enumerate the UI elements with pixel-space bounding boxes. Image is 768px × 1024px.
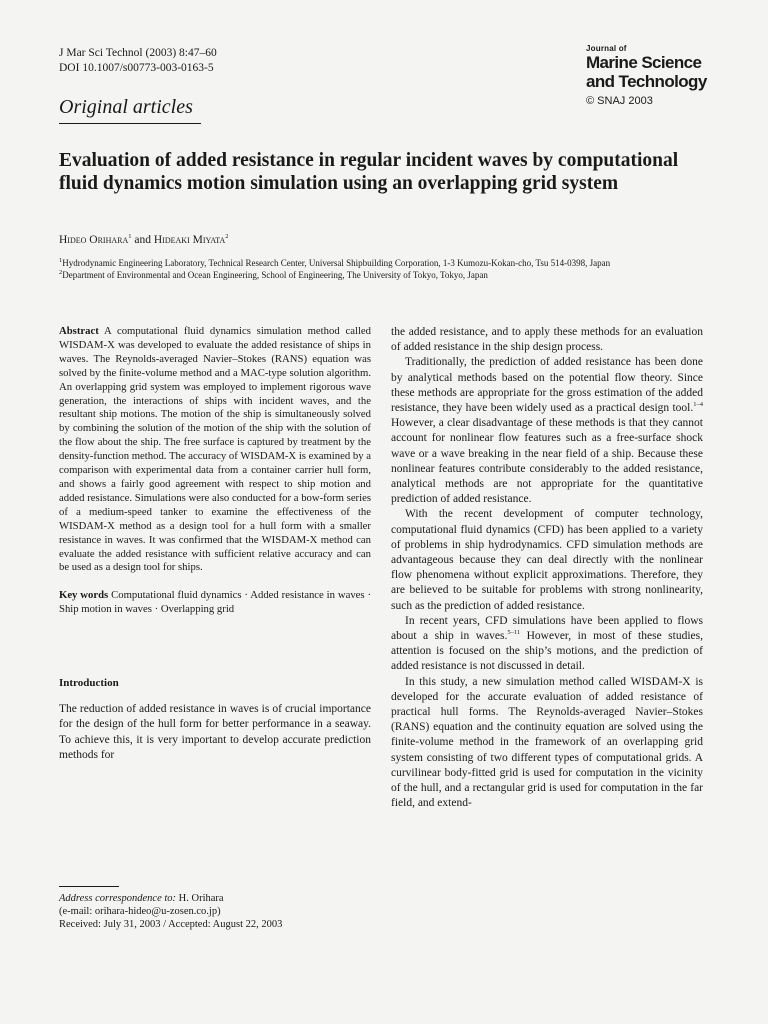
section-heading: Original articles [59, 96, 201, 124]
journal-logo [586, 44, 707, 108]
journal-of-label: Journal of [586, 44, 627, 53]
copyright-notice: © SNAJ 2003 [586, 95, 653, 107]
body-paragraph [391, 614, 703, 675]
affiliations [59, 258, 709, 281]
author-list [59, 234, 229, 246]
abstract-label: Abstract [59, 325, 99, 337]
journal-name-line1: Marine Science [586, 53, 702, 72]
paragraph-text: In recent years, CFD simulations have been applied to flows about a ship in waves. [391, 614, 703, 643]
paragraph-text: However, a clear disadvantage of these methods is that they cannot account for nonlinear flow features such as a free-surface shock wave or a wave breaking in the near field of a ship. Because these nonlinear features contribute considerably to the added resistance, analytical methods are not appropriate for the quantitative prediction of added resistance. [391, 417, 703, 506]
author-affiliation-mark: 1 [128, 233, 132, 241]
affiliation-text: Department of Environmental and Ocean Engineering, School of Engineering, The University of Tokyo, Tokyo, Japan [62, 269, 488, 280]
paragraph-text: Traditionally, the prediction of added resistance has been done by analytical methods based on the potential flow theory. Since these methods are appropriate for the gross estimation of the added resistance, they have been widely used as a practical design tool. [391, 356, 703, 415]
received-accepted-dates: Received: July 31, 2003 / Accepted: August 22, 2003 [59, 919, 283, 931]
journal-name-line2: and Technology [586, 72, 707, 91]
citation-doi: DOI 10.1007/s00773-003-0163-5 [59, 62, 214, 74]
correspondence-name: H. Orihara [176, 893, 224, 904]
body-paragraph: In this study, a new simulation method called WISDAM-X is developed for the accurate evaluation of added resistance of practical hull forms. The Reynolds-averaged Navier–Stokes (RANS) equation and the continuity equation are solved using the finite-volume method in the framework of an overlapping grid system consisting of two different types of computational grids. A curvilinear body-fitted grid is used for computation in the vicinity of the hull, and a rectangular grid is used for computation in the far field, and extend- [391, 675, 703, 810]
author-name: Hideaki Miyata [153, 234, 226, 246]
body-paragraph: The reduction of added resistance in waves is of crucial importance for the design of the hull form for better performance in a seaway. To achieve this, it is very important to develop accurate prediction methods for [59, 703, 371, 761]
body-paragraph: With the recent development of computer technology, computational fluid dynamics (CFD) has been applied to a variety of problems in ship hydrodynamics. CFD simulation methods are advantageous because they can deal directly with the nonlinear flow phenomena without explicit approximations. Therefore, they are believed to be suitable for problems with strong nonlinearity, such as the prediction of added resistance. [391, 508, 703, 612]
abstract [59, 325, 371, 575]
correspondence-footnote [59, 886, 371, 932]
correspondence-line [59, 892, 371, 905]
keywords [59, 589, 371, 617]
author-name: Hideo Orihara [59, 234, 129, 246]
introduction-heading: Introduction [59, 677, 119, 690]
keywords-text: Computational fluid dynamics · Added resistance in waves · Ship motion in waves · Overlapping grid [59, 589, 372, 616]
left-column [59, 325, 371, 763]
keywords-label: Key words [59, 589, 109, 602]
footnote-rule [59, 886, 119, 887]
affiliation-item [59, 258, 709, 270]
author-affiliation-mark: 2 [225, 233, 229, 241]
paragraph-text: However, in most of these studies, attention is focused on the ship’s motions, and the prediction of added resistance is not discussed in detail. [391, 630, 703, 673]
affiliation-mark: 2 [59, 268, 63, 276]
body-paragraph: the added resistance, and to apply these methods for an evaluation of added resistance in the ship design process. [391, 326, 703, 354]
correspondence-email: (e-mail: orihara-hideo@u-zosen.co.jp) [59, 906, 221, 918]
abstract-text: A computational fluid dynamics simulation method called WISDAM-X was developed to evaluate the added resistance of ships in waves. The Reynolds-averaged Navier–Stokes (RANS) equation was solved by the finite-volume method and a MAC-type solution algorithm. An overlapping grid system was employed to implement rigorous wave generation, the interactions of ships with incident waves, and the resultant ship motions. The motion of the ship is simultaneously solved by combining the solution of the motion of the ship with the solution of the flow about the ship. The free surface is captured by treatment by the density-function method. The accuracy of WISDAM-X is examined by a comparison with experimental data from a container carrier hull form, and shows a fairly good agreement with respect to ship motion and added resistance. Simulations were also conducted for a bow-form series of a medium-speed tanker to examine the effectiveness of the WISDAM-X method as a design tool for a hull form with a smaller resistance in waves. It was confirmed that the WISDAM-X method can evaluate the added resistance with sufficient relative accuracy and can be used as a design tool for ships. [59, 325, 371, 574]
correspondence-label: Address correspondence to: [59, 893, 177, 904]
citation-journal-volume: J Mar Sci Technol (2003) 8:47–60 [59, 47, 217, 59]
citation [59, 46, 217, 76]
right-column [391, 325, 703, 812]
reference-citation: 5–11 [507, 629, 521, 637]
affiliation-text: Hydrodynamic Engineering Laboratory, Technical Research Center, Universal Shipbuilding Corporation, 1-3 Kumozu-Kokan-cho, Tsu 514-0398, Japan [62, 258, 611, 268]
reference-citation: 1–4 [693, 401, 703, 409]
article-title: Evaluation of added resistance in regular incident waves by computational fluid dynamics motion simulation using an overlapping grid system [59, 150, 679, 194]
affiliation-mark: 1 [59, 257, 63, 264]
affiliation-item [59, 270, 709, 282]
author-joiner: and [131, 234, 154, 246]
body-paragraph [391, 355, 703, 507]
